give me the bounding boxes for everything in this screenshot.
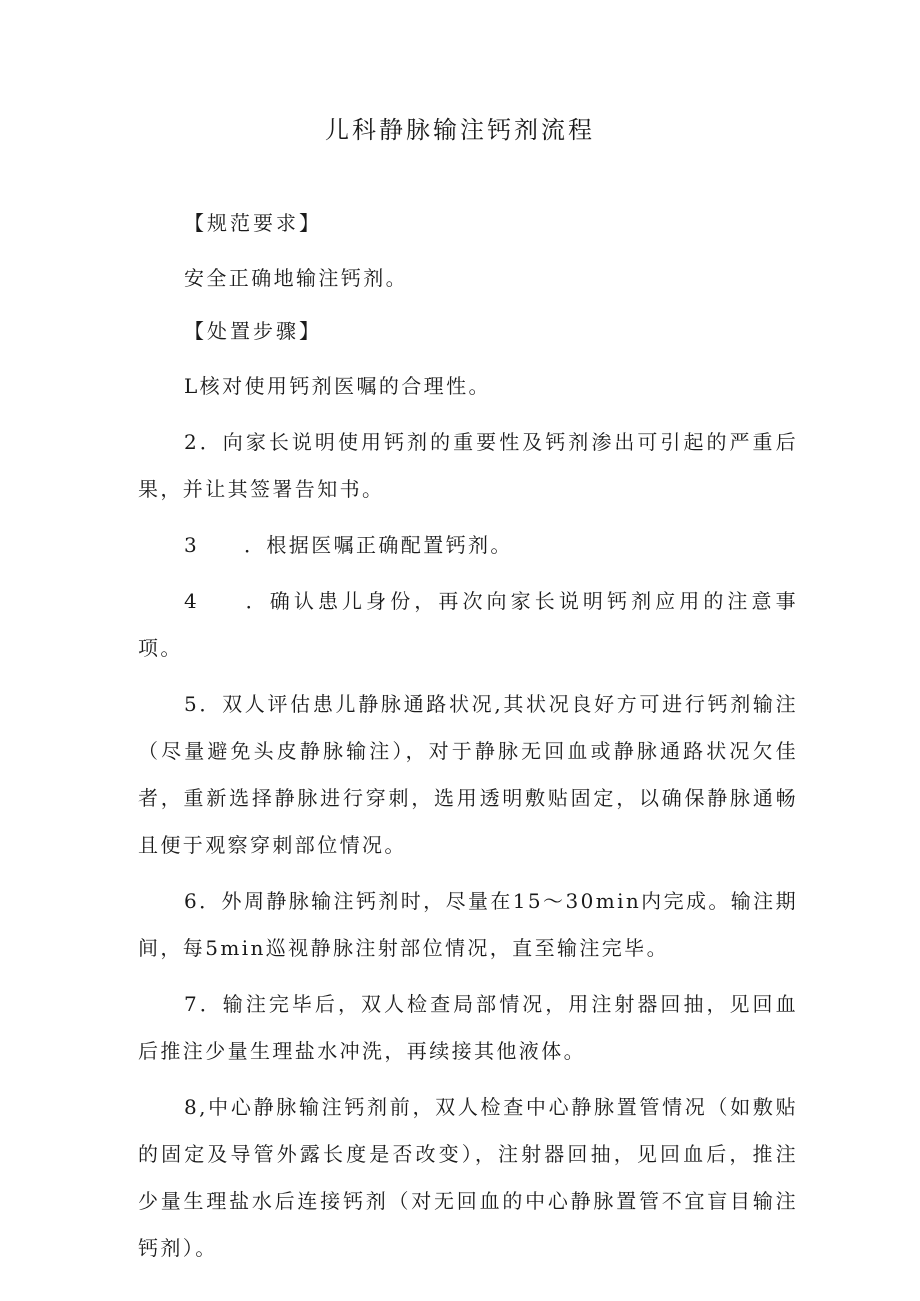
requirement-heading: 【规范要求】 bbox=[184, 211, 322, 235]
requirement-text: 安全正确地输注钙剂。 bbox=[184, 266, 408, 290]
step-2: 2．向家长说明使用钙剂的重要性及钙剂渗出可引起的严重后果，并让其签署告知书。 bbox=[138, 430, 798, 501]
step-4-number: 4 bbox=[184, 589, 200, 613]
step-8: 8,中心静脉输注钙剂前，双人检查中心静脉置管情况（如敷贴的固定及导管外露长度是否改变），注射器回抽，见回血后，推注少量生理盐水后连接钙剂（对无回血的中心静脉置管不宜盲目输注钙剂）。 bbox=[138, 1095, 798, 1260]
step-6: 6．外周静脉输注钙剂时，尽量在15～30min内完成。输注期间，每5min巡视静脉注射部位情况，直至输注完毕。 bbox=[138, 889, 798, 960]
step-4-text: ．确认患儿身份，再次向家长说明钙剂应用的注意事项。 bbox=[138, 589, 798, 660]
step-3 bbox=[138, 522, 798, 569]
step-3-number: 3 bbox=[184, 533, 200, 557]
document-body bbox=[138, 200, 798, 1272]
document-title: 儿科静脉输注钙剂流程 bbox=[325, 116, 595, 144]
step-3-text: ．根据医嘱正确配置钙剂。 bbox=[244, 533, 513, 557]
step-4 bbox=[138, 578, 798, 672]
step-7: 7．输注完毕后，双人检查局部情况，用注射器回抽，见回血后推注少量生理盐水冲洗，再续接其他液体。 bbox=[138, 992, 798, 1063]
step-1: L核对使用钙剂医嘱的合理性。 bbox=[184, 374, 491, 398]
step-5: 5．双人评估患儿静脉通路状况,其状况良好方可进行钙剂输注（尽量避免头皮静脉输注），对于静脉无回血或静脉通路状况欠佳者，重新选择静脉进行穿刺，选用透明敷贴固定，以确保静脉通畅且便于观察穿刺部位情况。 bbox=[138, 692, 798, 857]
steps-heading: 【处置步骤】 bbox=[184, 319, 322, 343]
